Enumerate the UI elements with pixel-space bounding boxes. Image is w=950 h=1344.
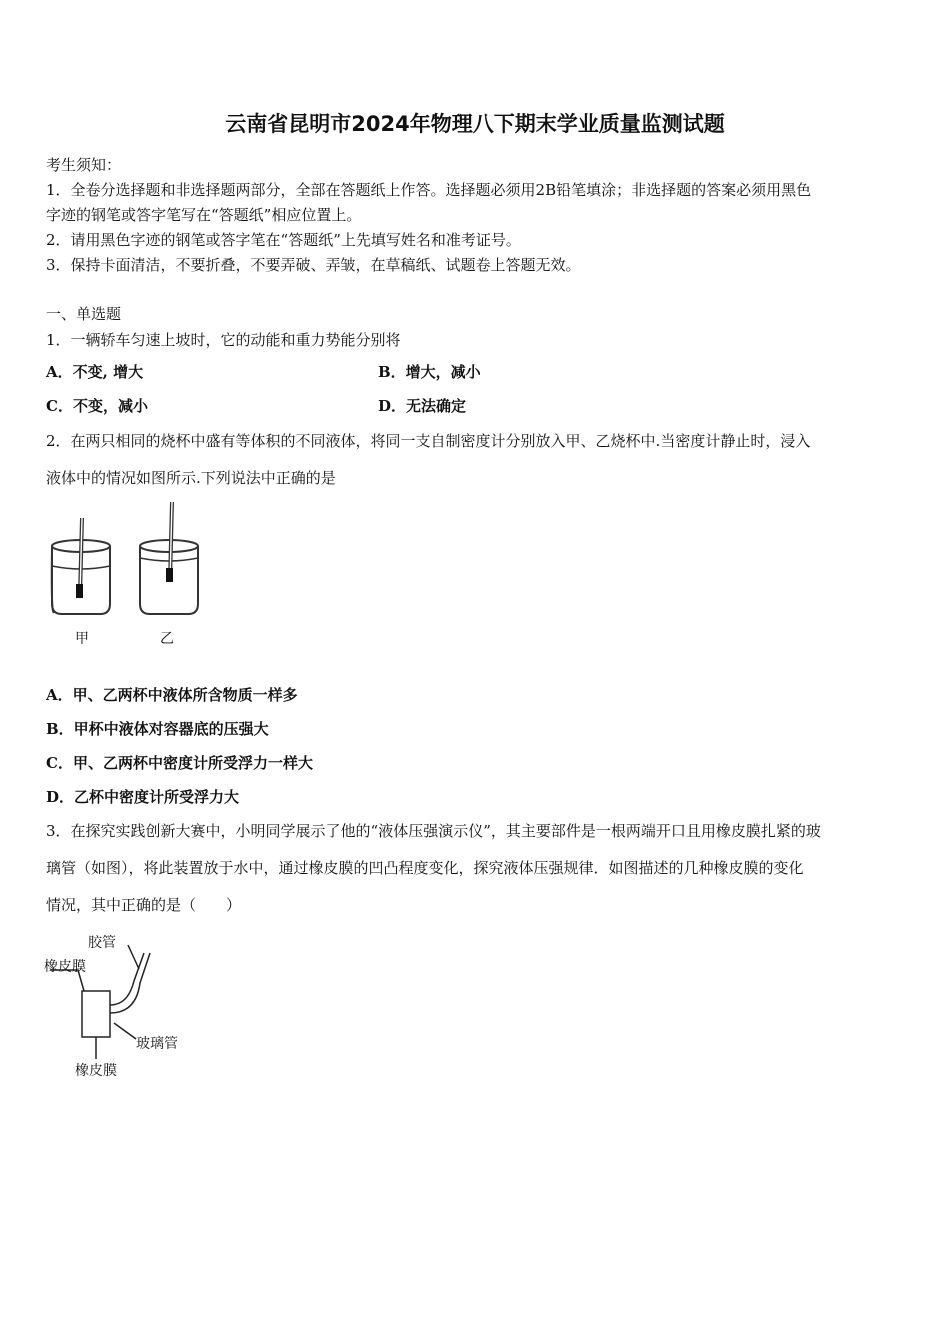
q2-option-c: C．甲、乙两杯中密度计所受浮力一样大: [46, 754, 313, 772]
leader-glass: [114, 1023, 136, 1039]
q2-beakers-figure: [40, 496, 230, 656]
section-heading: 一、单选题: [46, 305, 122, 323]
q2-stem-line1: 2．在两只相同的烧杯中盛有等体积的不同液体，将同一支自制密度计分别放入甲、乙烧杯中.当密度计静止时，浸入: [46, 432, 811, 450]
q2-option-d: D．乙杯中密度计所受浮力大: [46, 788, 240, 806]
q2-label-jia: 甲: [75, 631, 89, 647]
q1-option-c: C．不变，减小: [46, 397, 148, 415]
q1-option-d: D．无法确定: [378, 397, 467, 415]
q3-stem-line2: 璃管（如图），将此装置放于水中，通过橡皮膜的凹凸程度变化，探究液体压强规律．如图描述的几种橡皮膜的变化: [46, 859, 804, 877]
notice-item-2: 2．请用黑色字迹的钢笔或答字笔在“答题纸”上先填写姓名和准考证号。: [46, 231, 521, 249]
hydrometer-yi: [166, 502, 173, 582]
q1-option-b: B．增大，减小: [378, 363, 481, 381]
notice-item-3: 3．保持卡面清洁，不要折叠，不要弄破、弄皱，在草稿纸、试题卷上答题无效。: [46, 256, 581, 274]
label-membrane-top: 橡皮膜: [44, 959, 86, 975]
q3-tube-figure: [40, 925, 200, 1080]
label-glass: 玻璃管: [136, 1036, 178, 1052]
label-membrane-bottom: 橡皮膜: [75, 1063, 117, 1079]
notice-heading: 考生须知：: [46, 156, 122, 174]
q2-label-yi: 乙: [160, 631, 174, 647]
page-title: 云南省昆明市2024年物理八下期末学业质量监测试题: [225, 112, 725, 136]
q3-stem-line3: 情况，其中正确的是（ ）: [46, 896, 242, 914]
hose-inner: [110, 953, 144, 1005]
hydrometer-jia: [76, 518, 83, 598]
glass-tube-body: [82, 991, 110, 1037]
q2-option-a: A．甲、乙两杯中液体所含物质一样多: [46, 686, 298, 704]
q1-option-a: A．不变, 增大: [46, 363, 144, 381]
label-tube: 胶管: [88, 935, 116, 951]
q3-stem-line1: 3．在探究实践创新大赛中，小明同学展示了他的“液体压强演示仪”，其主要部件是一根两端开口且用橡皮膜扎紧的玻: [46, 822, 821, 840]
q2-option-b: B．甲杯中液体对容器底的压强大: [46, 720, 269, 738]
q2-stem-line2: 液体中的情况如图所示.下列说法中正确的是: [46, 469, 336, 487]
q1-stem: 1．一辆轿车匀速上坡时，它的动能和重力势能分别将: [46, 331, 401, 349]
notice-item-1: 1．全卷分选择题和非选择题两部分，全部在答题纸上作答。选择题必须用2B铅笔填涂；非选择题的答案必须用黑色: [46, 181, 812, 199]
notice-item-1-cont: 字迹的钢笔或答字笔写在“答题纸”相应位置上。: [46, 206, 362, 224]
leader-tube: [128, 945, 139, 969]
